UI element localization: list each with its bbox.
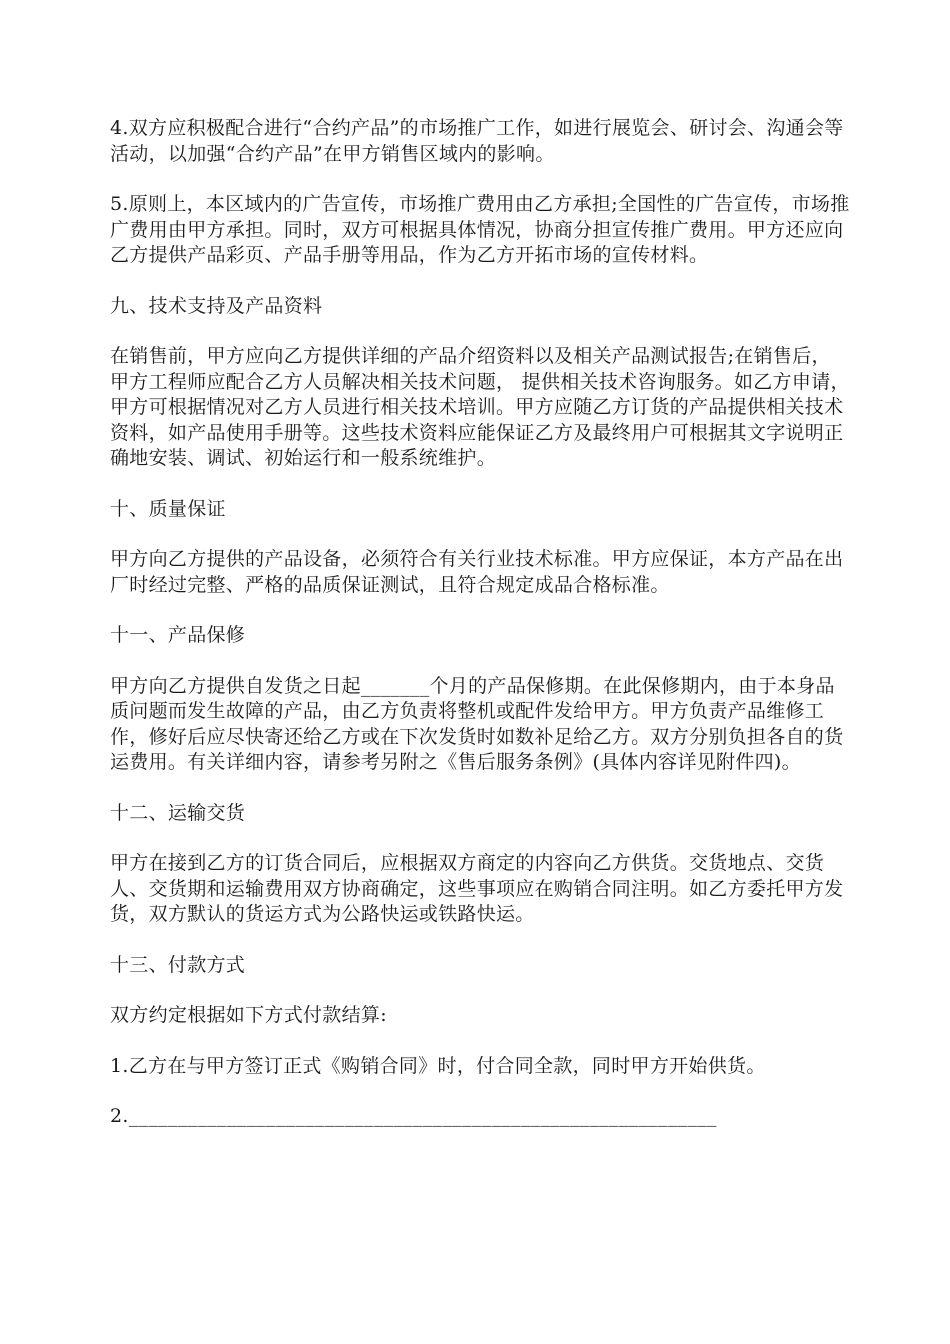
section-12-heading: 十二、运输交货 — [110, 801, 246, 824]
section-10-body: 甲方向乙方提供的产品设备，必须符合有关行业技术标准。甲方应保证，本方产品在出厂时经过完整、严格的品质保证测试，且符合规定成品合格标准。 — [110, 548, 844, 596]
section-13-item-1: 1.乙方在与甲方签订正式《购销合同》时，付合同全款，同时甲方开始供货。 — [110, 1054, 766, 1077]
clause-8-item-4: 4.双方应积极配合进行“合约产品”的市场推广工作，如进行展览会、研讨会、沟通会等活动，以加强“合约产品”在甲方销售区域内的影响。 — [110, 117, 844, 165]
section-12-body: 甲方在接到乙方的订货合同后，应根据双方商定的内容向乙方供货。交货地点、交货人、交货期和运输费用双方协商确定，这些事项应在购销合同注明。如乙方委托甲方发货，双方默认的货运方式为公路快运或铁路快运。 — [110, 852, 844, 925]
clause-8-item-5: 5.原则上，本区域内的广告宣传，市场推广费用由乙方承担;全国性的广告宣传，市场推广费用由甲方承担。同时，双方可根据具体情况，协商分担宣传推广费用。甲方还应向乙方提供产品彩页、产品手册等用品，作为乙方开拓市场的宣传材料。 — [110, 193, 850, 266]
section-11-body: 甲方向乙方提供自发货之日起_______个月的产品保修期。在此保修期内，由于本身品质问题而发生故障的产品，由乙方负责将整机或配件发给甲方。甲方负责产品维修工作，修好后应尽快寄还给乙方或在下次发货时如数补足给乙方。双方分别负担各自的货运费用。有关详细内容，请参考另附之《售后服务条例》(具体内容详见附件四)。 — [110, 674, 844, 773]
section-13-heading: 十三、付款方式 — [110, 953, 246, 976]
section-10-heading: 十、质量保证 — [110, 497, 226, 520]
document-body — [110, 116, 850, 1155]
section-9-body: 在销售前，甲方应向乙方提供详细的产品介绍资料以及相关产品测试报告;在销售后， 甲方工程师应配合乙方人员解决相关技术问题， 提供相关技术咨询服务。如乙方申请，甲方可根据情况对乙方人员进行相关技术培训。甲方应随乙方订货的产品提供相关技术资料，如产品使用手册等。这些技术资料应能保证乙方及最终用户可根据其文字说明正确地安装、调试、初始运行和一般系统维护。 — [110, 345, 850, 469]
section-13-item-2: 2.____________________________________________________________ — [110, 1105, 717, 1127]
section-11-heading: 十一、产品保修 — [110, 624, 246, 646]
section-9-heading: 九、技术支持及产品资料 — [110, 294, 323, 317]
section-13-intro: 双方约定根据如下方式付款结算: — [110, 1004, 387, 1026]
